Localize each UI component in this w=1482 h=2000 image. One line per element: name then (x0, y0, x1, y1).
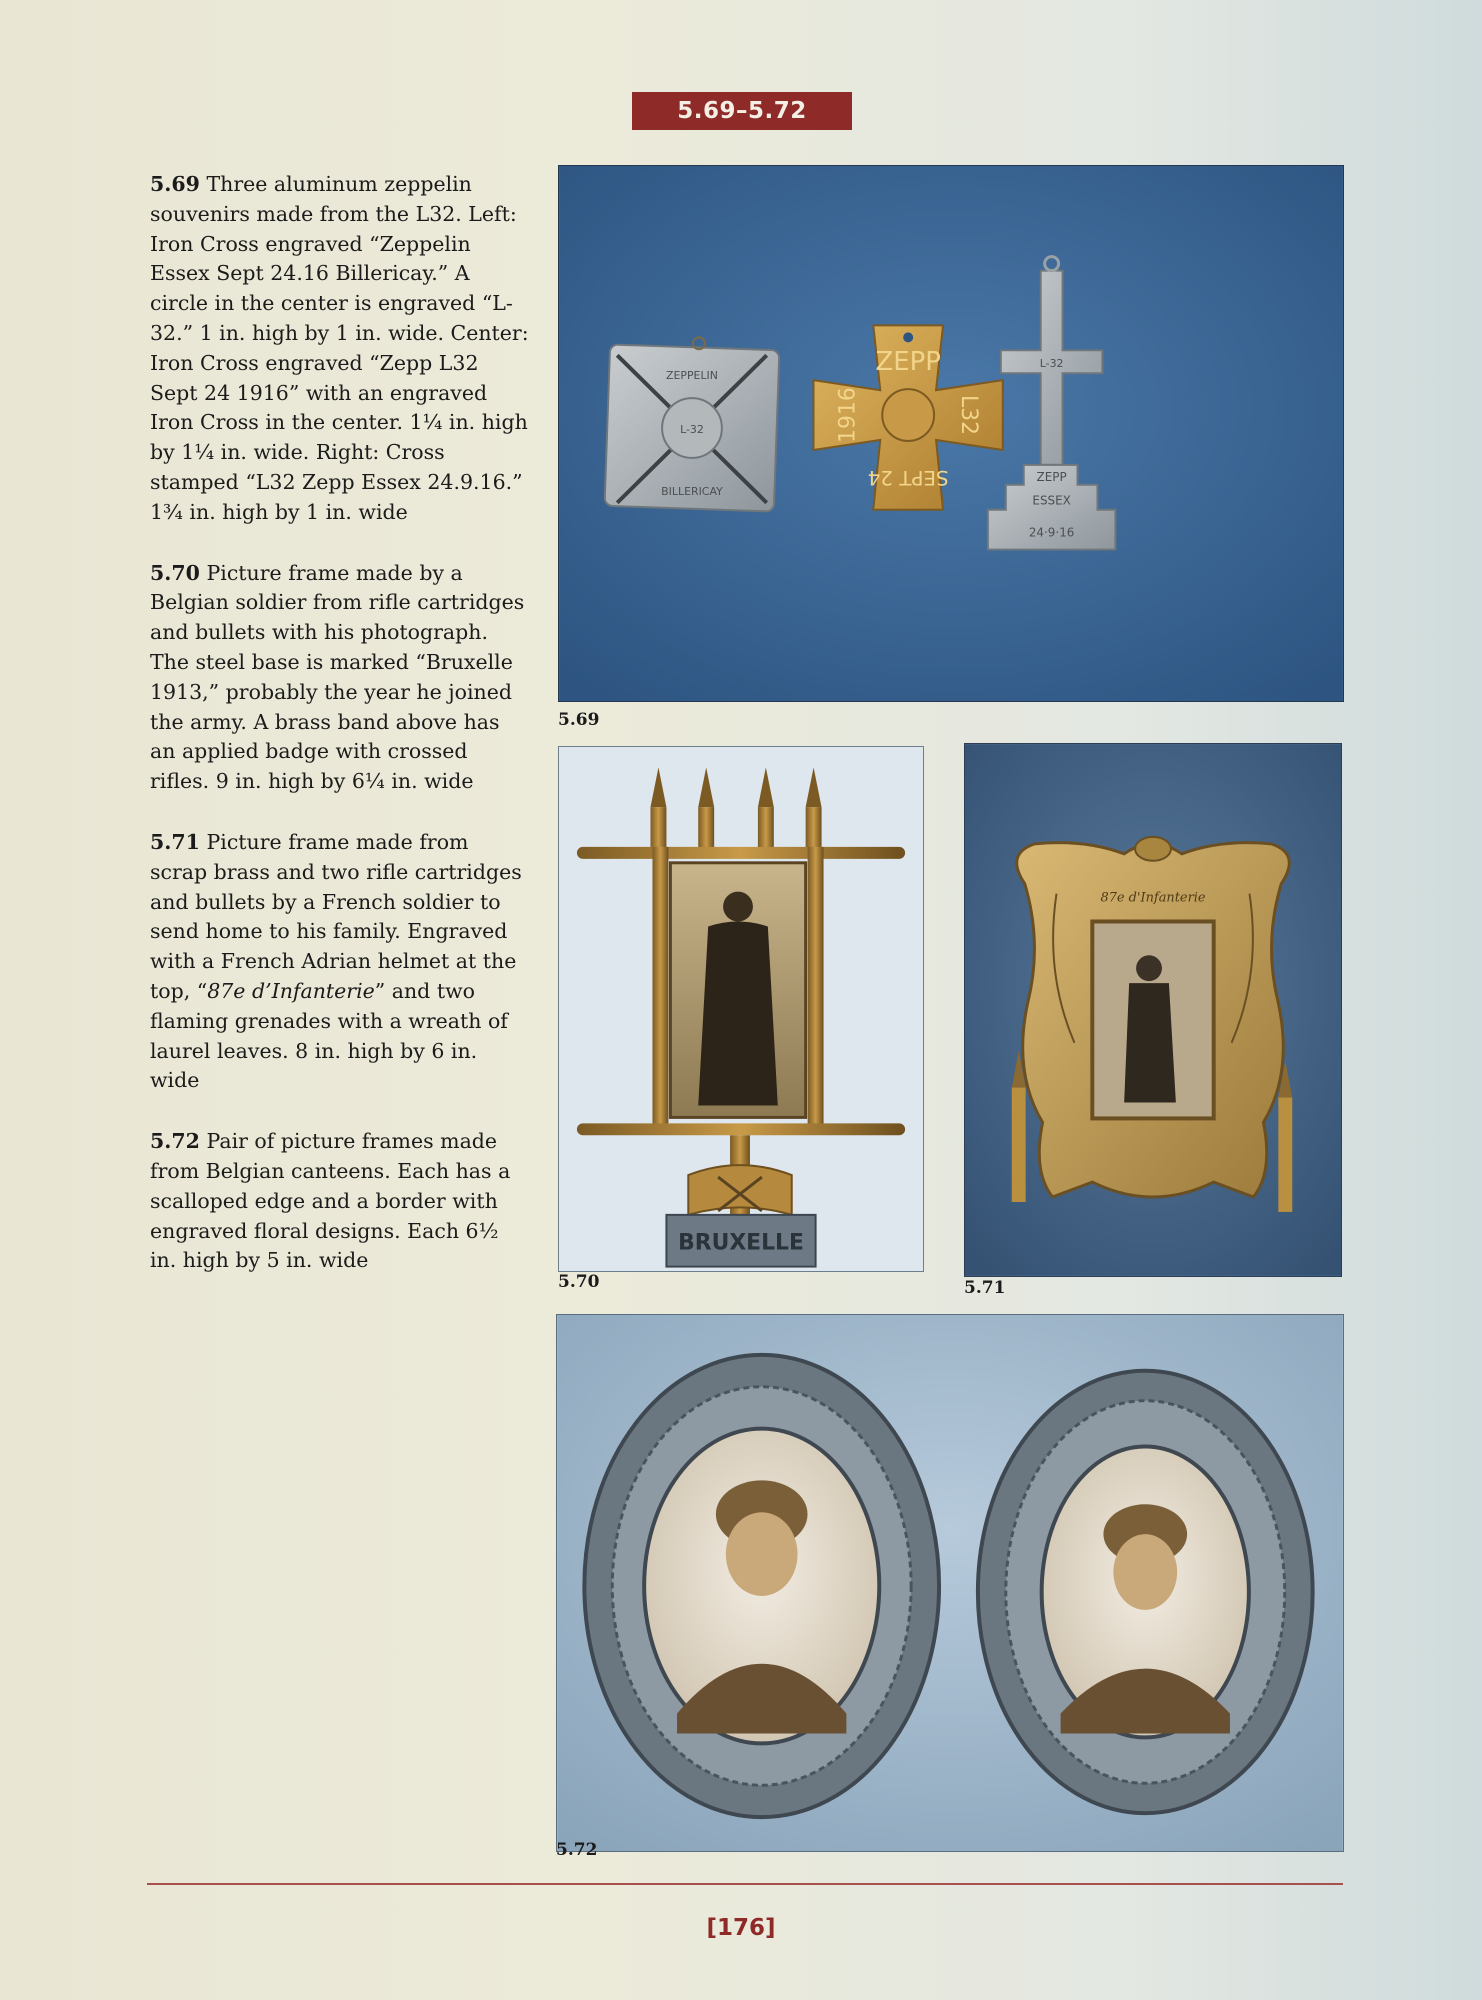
photo-zeppelin-souvenirs (558, 165, 1344, 702)
caption-text: Picture frame made by a Belgian soldier from rifle cartridges and bullets with his photograph. The steel base is marked “Bruxelle 1913,” probably the year he joined the army. A brass band above has an applied badge with crossed rifles. 9 in. high by 6¼ in. wide (150, 560, 525, 794)
photo-label-5-70: 5.70 (558, 1272, 600, 1292)
engraving-text: ZEPP (1036, 469, 1067, 484)
caption-text-italic: 87e d’Infanterie (207, 978, 375, 1003)
engraving-text: 1916 (835, 387, 861, 443)
caption-text: Three aluminum zeppelin souvenirs made from the L32. Left: Iron Cross engraved “Zeppelin Essex Sept 24.16 Billericay.” A circle in the center is engraved “L-32.” 1 in. high by 1 in. wide. Center: Iron Cross engraved “Zepp L32 Sept 24 1916” with an engraved Iron Cross in the center. 1¼ in. high by 1¼ in. wide. Right: Cross stamped “L32 Zepp Essex 24.9.16.” 1¾ in. high by 1 in. wide (150, 172, 529, 524)
photo-label-5-72: 5.72 (556, 1840, 598, 1860)
footer-divider (147, 1883, 1343, 1885)
caption-number: 5.71 (150, 829, 200, 854)
photo-belgian-cartridge-frame (558, 746, 924, 1272)
cartridge-frame-illustration (559, 747, 923, 1271)
engraving-text: L-32 (1039, 357, 1064, 371)
caption-5-72 (150, 1127, 530, 1276)
zeppelin-souvenirs-illustration (559, 166, 1343, 701)
engraving-text: 24·9·16 (1028, 525, 1075, 540)
left-canteen-frame (584, 1355, 939, 1817)
photo-french-brass-frame (964, 743, 1342, 1277)
caption-number: 5.69 (150, 172, 200, 196)
brass-frame-illustration (965, 744, 1341, 1276)
frame-engraving: 87e d'Infanterie (1100, 890, 1206, 906)
base-engraving: BRUXELLE (678, 1230, 804, 1256)
adrian-helmet-emblem (1135, 837, 1171, 861)
engraving-text: L-32 (680, 423, 704, 437)
caption-5-71 (150, 828, 530, 1096)
engraving-text: SEPT 24 (867, 465, 949, 489)
engraving-text: L32 (955, 395, 981, 436)
photo-canteen-frames (556, 1314, 1344, 1852)
page-number: [176] (706, 1915, 776, 1941)
caption-number: 5.70 (150, 560, 200, 585)
engraving-text: ZEPPELIN (665, 369, 718, 383)
caption-number: 5.72 (150, 1129, 200, 1154)
caption-5-70 (150, 559, 530, 797)
right-canteen-frame (978, 1371, 1313, 1813)
caption-text-after: ” and two flaming grenades with a wreath of laurel leaves. 8 in. high by 6 in. wide (150, 978, 508, 1093)
caption-5-69 (150, 170, 530, 528)
engraving-text: ESSEX (1032, 493, 1071, 508)
engraving-text: BILLERICAY (661, 484, 723, 498)
photo-label-5-71: 5.71 (964, 1278, 1006, 1298)
photo-label-5-69: 5.69 (558, 710, 600, 730)
canteen-frames-illustration (557, 1315, 1343, 1851)
caption-text-before: Picture frame made from scrap brass and two rifle cartridges and bullets by a French soldier to send home to his family. Engraved with a French Adrian helmet at the top, “ (150, 829, 522, 1003)
engraving-text: ZEPP (875, 347, 941, 378)
caption-text: Pair of picture frames made from Belgian canteens. Each has a scalloped edge and a border with engraved floral designs. Each 6½ in. high by 5 in. wide (150, 1129, 511, 1273)
section-range-badge: 5.69–5.72 (632, 92, 852, 130)
left-aluminum-cross (605, 337, 780, 511)
caption-column (150, 170, 530, 1307)
